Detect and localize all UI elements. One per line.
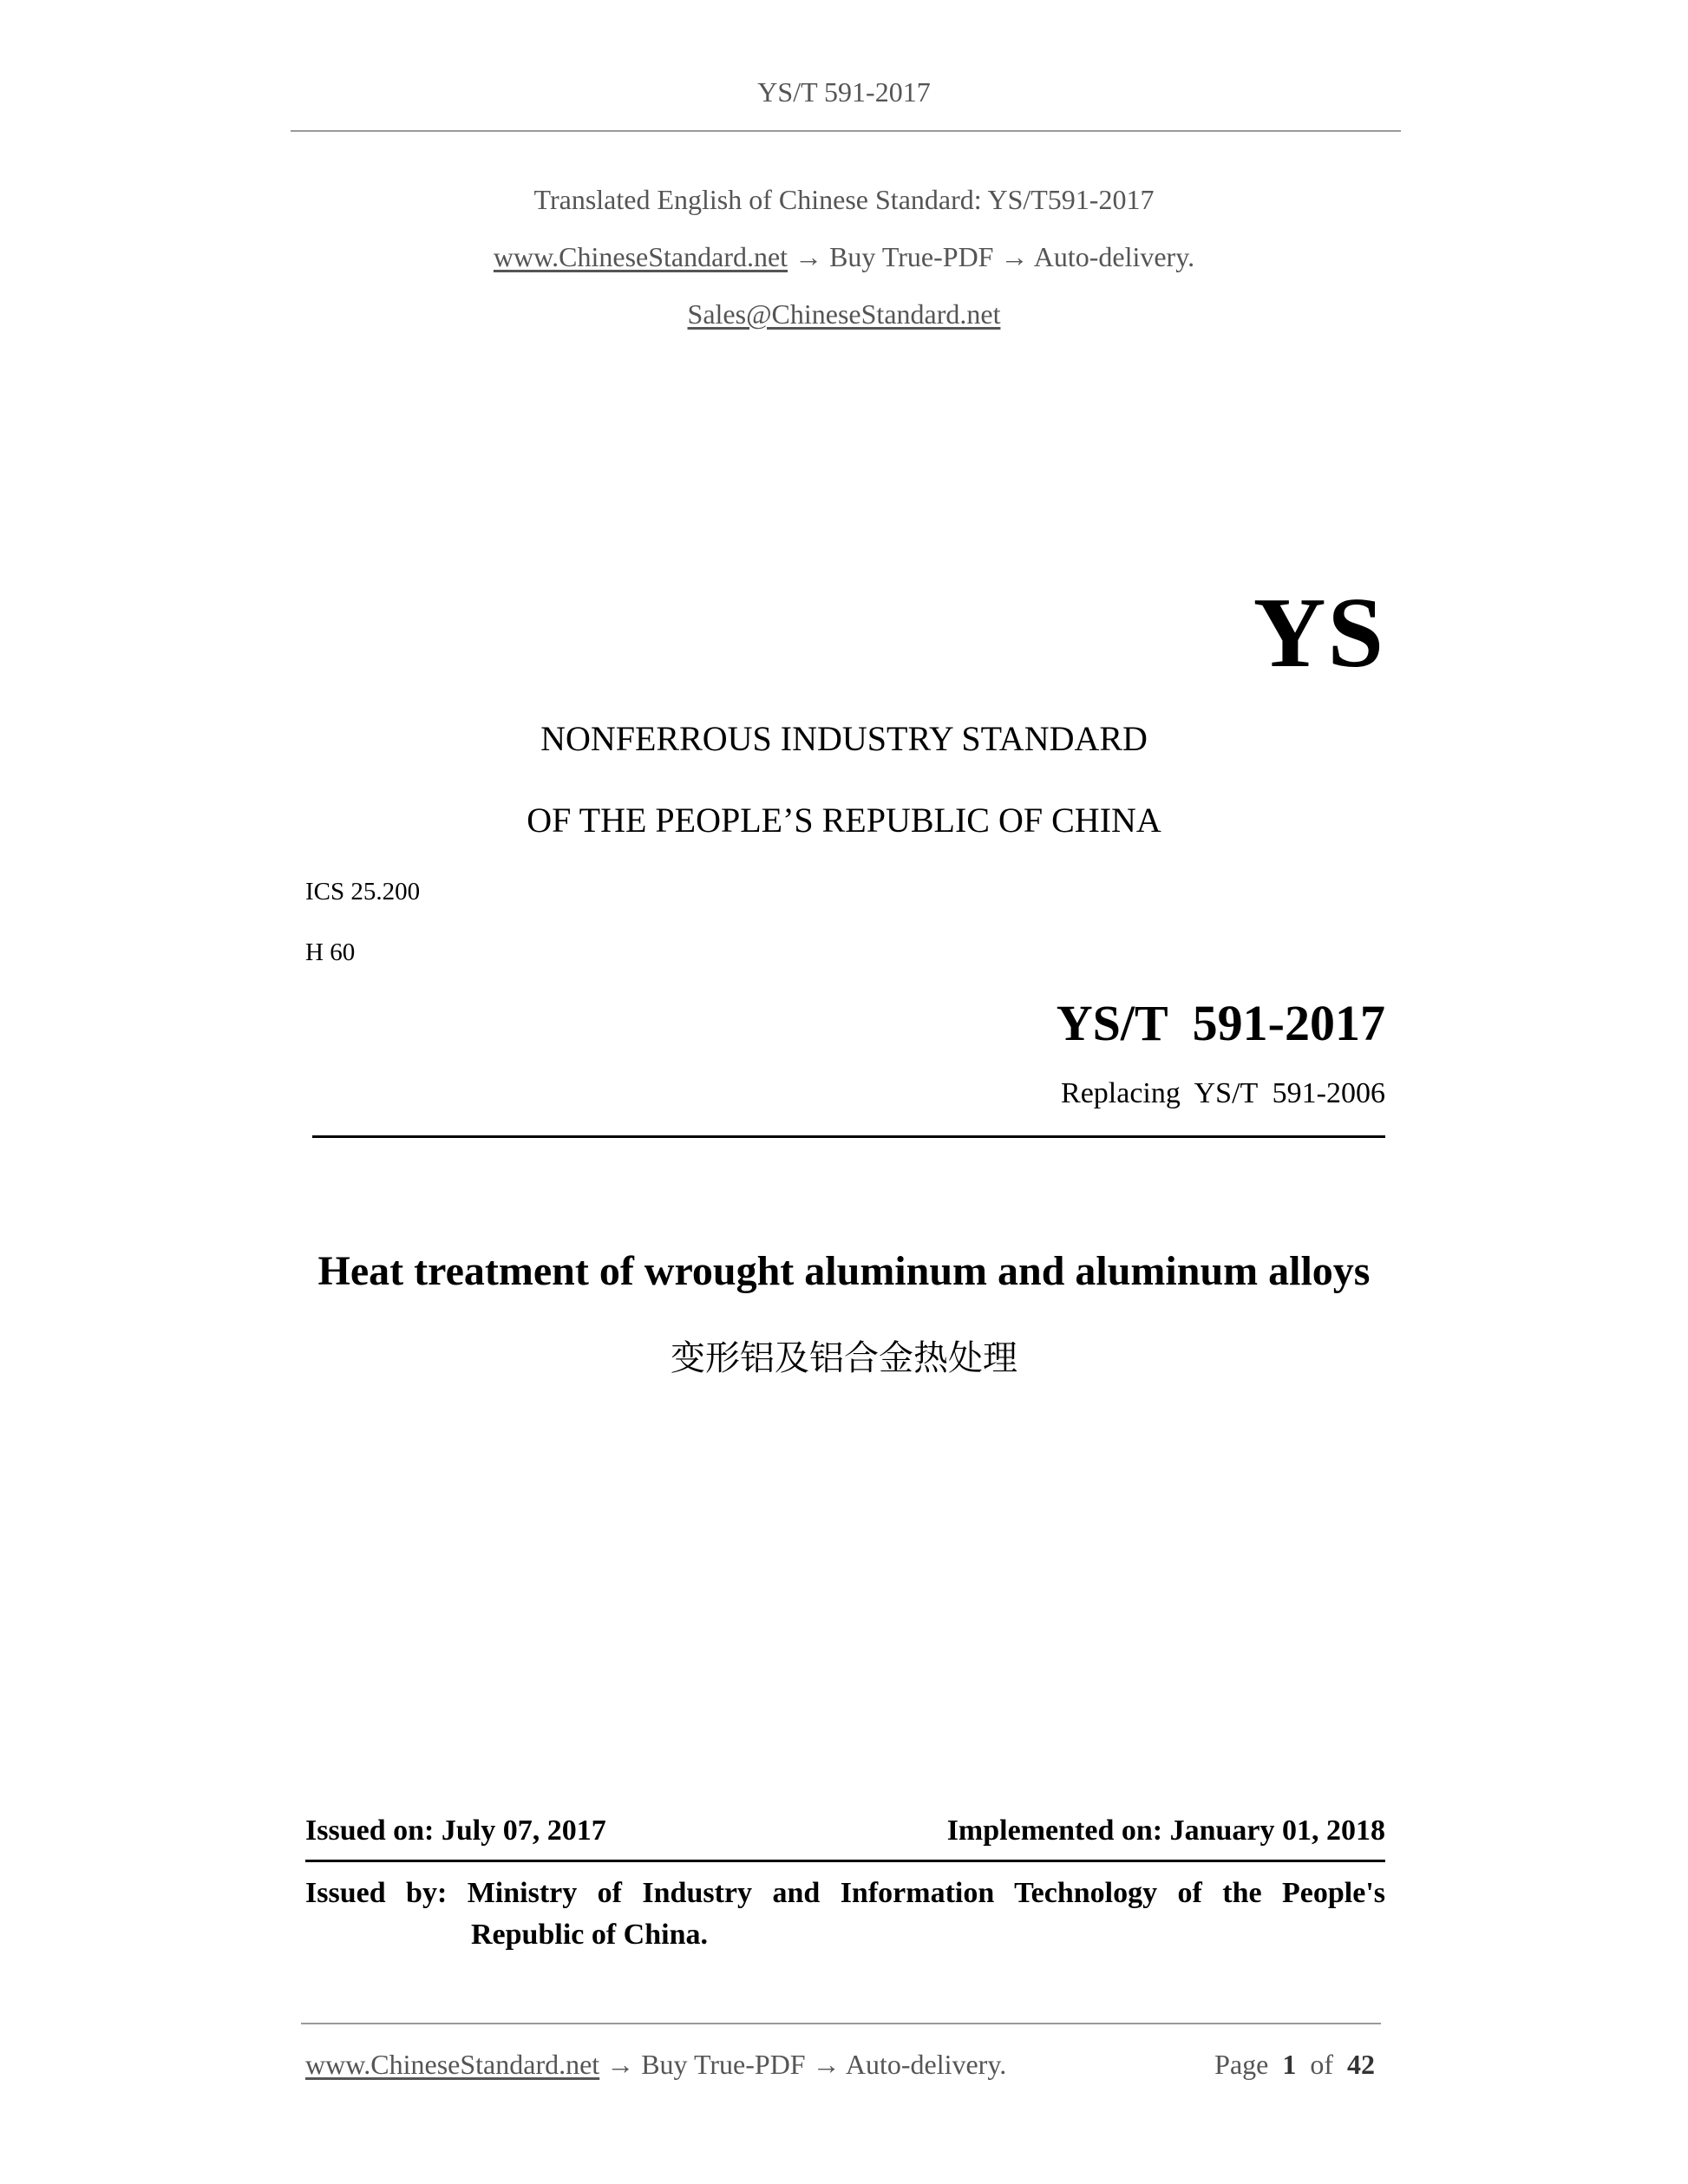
issued-by-line2: Republic of China.	[471, 1919, 708, 1951]
ics-code: ICS 25.200	[305, 878, 421, 906]
ys-logo: YS	[1253, 578, 1385, 689]
arrow-right-icon: →	[606, 2049, 635, 2080]
header-standard-code: YS/T 591-2017	[757, 76, 931, 108]
site-link[interactable]: www.ChineseStandard.net	[493, 241, 788, 272]
page-label: Page	[1214, 2049, 1269, 2080]
email-line	[0, 298, 1688, 330]
page-indicator	[1214, 2049, 1375, 2081]
footer-buy-text: Buy True-PDF	[641, 2049, 806, 2080]
buy-text: Buy True-PDF	[829, 241, 994, 272]
footer-divider	[301, 2023, 1381, 2024]
page-total: 42	[1347, 2049, 1375, 2080]
header-divider	[291, 130, 1401, 132]
issued-by-line1: Issued by: Ministry of Industry and Information Technology of the People's	[305, 1877, 1385, 1909]
page-number: 1	[1282, 2049, 1297, 2080]
of-label: of	[1310, 2049, 1333, 2080]
sales-email-link[interactable]: Sales@ChineseStandard.net	[687, 298, 1001, 330]
issue-divider	[305, 1860, 1385, 1862]
ccs-code: H 60	[305, 938, 356, 966]
standard-name-line2: OF THE PEOPLE’S REPUBLIC OF CHINA	[527, 801, 1161, 840]
arrow-right-icon: →	[795, 241, 823, 272]
standard-number: YS/T 591-2017	[1056, 995, 1385, 1051]
issued-on-date: Issued on: July 07, 2017	[305, 1815, 606, 1847]
arrow-right-icon: →	[1000, 241, 1029, 272]
standard-name-line1: NONFERROUS INDUSTRY STANDARD	[540, 719, 1148, 758]
title-divider	[312, 1135, 1385, 1138]
document-title-english: Heat treatment of wrought aluminum and aluminum alloys	[317, 1248, 1371, 1294]
footer-auto-delivery-text: Auto-delivery.	[845, 2049, 1007, 2080]
footer-purchase-line	[305, 2049, 1006, 2081]
replacing-standard: Replacing YS/T 591-2006	[1061, 1077, 1385, 1109]
auto-delivery-text: Auto-delivery.	[1033, 241, 1195, 272]
arrow-right-icon: →	[812, 2049, 841, 2080]
footer-site-link[interactable]: www.ChineseStandard.net	[305, 2049, 600, 2080]
document-title-chinese: 变形铝及铝合金热处理	[671, 1338, 1017, 1378]
purchase-line	[0, 241, 1688, 273]
translation-notice: Translated English of Chinese Standard: YS/T591-2017	[533, 184, 1155, 215]
implemented-on-date: Implemented on: January 01, 2018	[946, 1815, 1385, 1847]
